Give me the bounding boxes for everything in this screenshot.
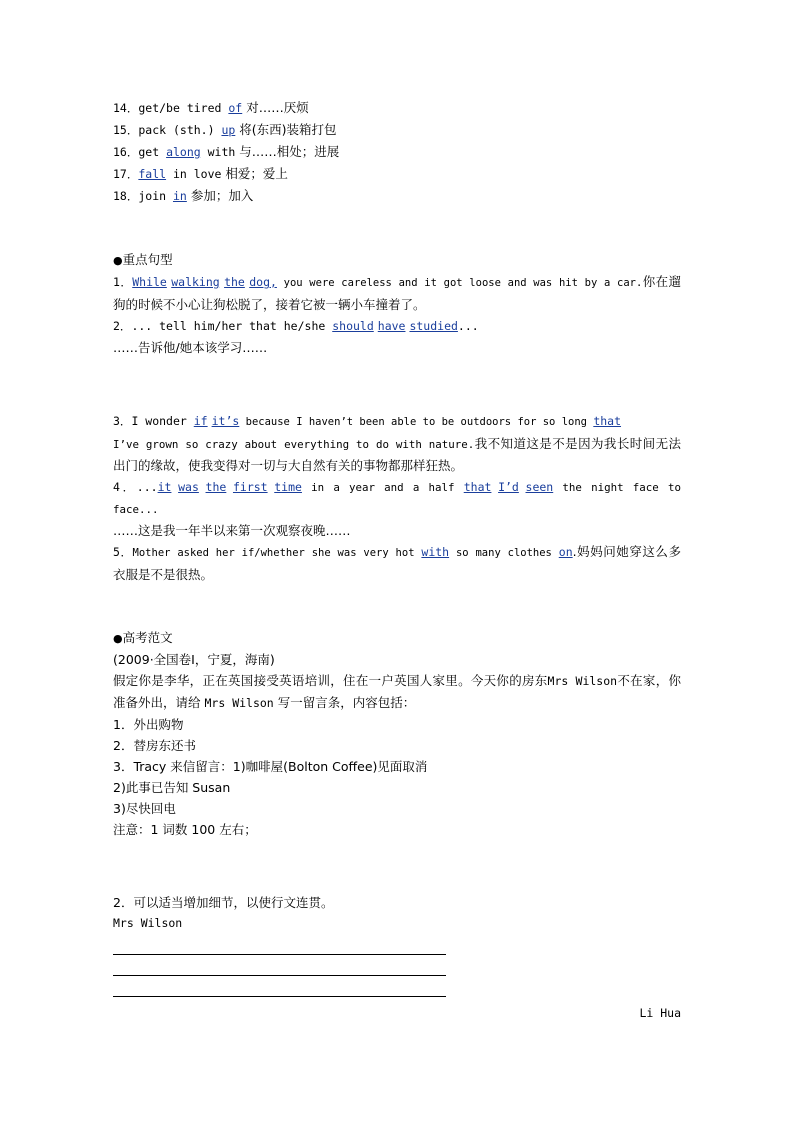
- writing-blank-line[interactable]: [113, 934, 446, 955]
- letter-salutation: Mrs Wilson: [113, 916, 183, 930]
- sentence-item: 3．I wonder if it’s because I haven’t been able to be outdoors for so long that: [113, 414, 622, 428]
- essay-item: 注意：1 词数 100 左右；: [113, 822, 257, 837]
- sample-essay-section: [113, 627, 681, 1024]
- keyword: in: [172, 189, 187, 203]
- keyword: along: [166, 145, 201, 159]
- sentence-translation: ……告诉他/她本该学习……: [113, 340, 268, 355]
- sentence-item: 1．While walking the dog, you were careless and it got loose and was hit by a car.你在遛狗的时候不小心让狗松脱了，接着它被一辆小车撞着了。: [113, 274, 681, 312]
- keyword: up: [221, 123, 236, 137]
- key-sentences-section: [113, 249, 681, 585]
- sentence-item: 4．...it was the first time in a year and a half that I’d seen the night face to face...: [113, 480, 681, 516]
- essay-item: 2．替房东还书: [113, 738, 196, 753]
- section-heading: ●高考范文: [113, 630, 173, 645]
- essay-note: 2．可以适当增加细节，以使行文连贯。: [113, 895, 334, 910]
- essay-item: 3)尽快回电: [113, 801, 176, 816]
- keyword: of: [228, 101, 243, 115]
- phrase-item: 16．get along with 与……相处；进展: [113, 144, 340, 159]
- writing-blank-line[interactable]: [113, 976, 446, 997]
- sentence-continuation: I’ve grown so crazy about everything to do with nature.我不知道这是不是因为我长时间无法出门的缘故，使我变得对一切与大自然有关的事物都那样狂热。: [113, 436, 681, 473]
- phrase-item: 14．get/be tired of 对……厌烦: [113, 100, 309, 115]
- phrase-item: 17．fall in love 相爱；爱上: [113, 166, 288, 181]
- document-content: [113, 97, 681, 1024]
- sentence-item: 2．... tell him/her that he/she should have studied...: [113, 319, 479, 333]
- sentence-item: 5．Mother asked her if/whether she was very hot with so many clothes on.妈妈问她穿这么多衣服是不是很热。: [113, 544, 681, 582]
- essay-item: 1．外出购物: [113, 717, 184, 732]
- bullet-icon: ●: [113, 632, 123, 645]
- essay-source: (2009·全国卷Ⅰ，宁夏，海南): [113, 652, 275, 667]
- sentence-translation: ……这是我一年半以来第一次观察夜晚……: [113, 523, 351, 538]
- essay-prompt: 假定你是李华，正在英国接受英语培训，住在一户英国人家里。今天你的房东Mrs Wilson不在家，你准备外出，请给 Mrs Wilson 写一留言条，内容包括：: [113, 673, 681, 710]
- bullet-icon: ●: [113, 254, 123, 267]
- letter-signature: Li Hua: [639, 1006, 681, 1020]
- phrase-item: 18．join in 参加；加入: [113, 188, 254, 203]
- phrase-item: 15．pack (sth.) up 将(东西)装箱打包: [113, 122, 337, 137]
- essay-item: 3．Tracy 来信留言：1)咖啡屋(Bolton Coffee)见面取消: [113, 759, 428, 774]
- phrase-list: [113, 97, 681, 207]
- essay-item: 2)此事已告知 Susan: [113, 780, 231, 795]
- section-heading: ●重点句型: [113, 252, 173, 267]
- keyword: fall: [138, 167, 167, 181]
- writing-blank-line[interactable]: [113, 955, 446, 976]
